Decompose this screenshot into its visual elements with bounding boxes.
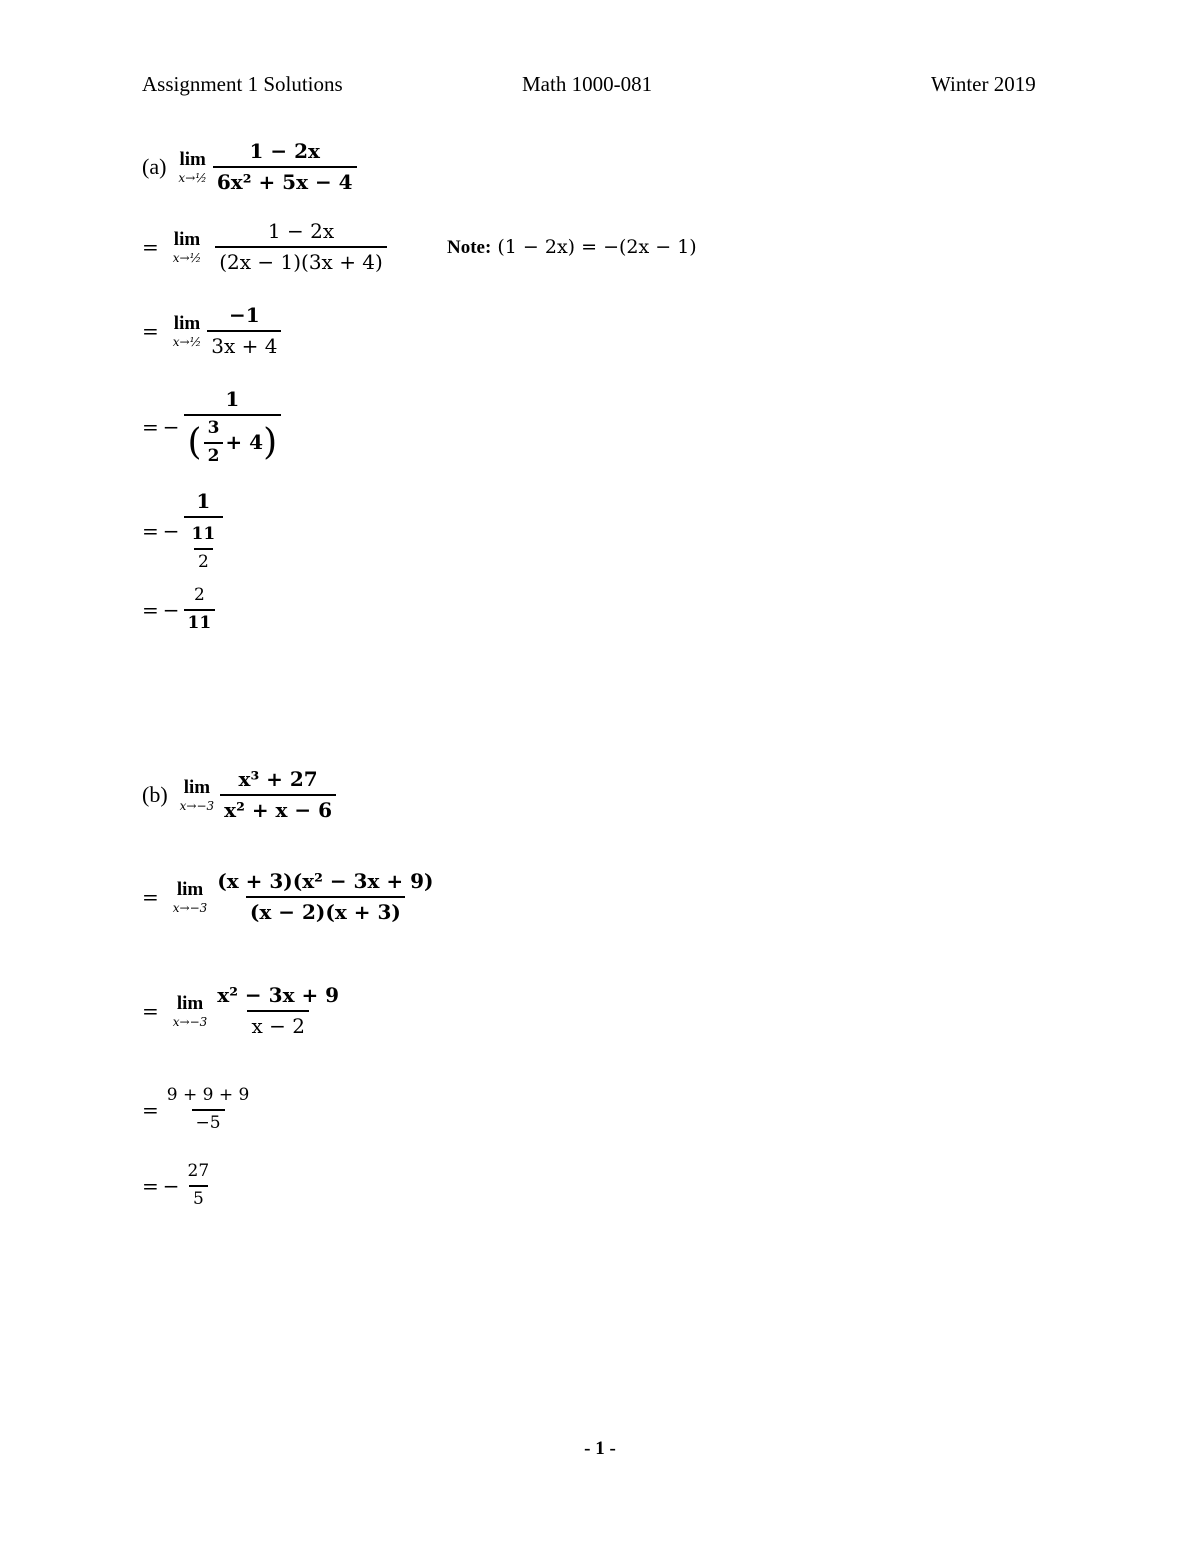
header-right: Winter 2019 [931,72,1036,96]
limit-operator: lim x→−3 [179,777,215,813]
fraction: $\frac{1 - 2x}{(2x - 1)(3x + 4)}$ [215,220,387,274]
header-left: Assignment 1 Solutions [142,72,343,96]
part-b-step-cancel: = lim x→−3 $\frac{\text{x² − 3x + 9}}{x - 2}$ [142,984,343,1038]
part-a-label: (a) [142,154,167,179]
part-b-step-factor: = lim x→−3 $\frac{\text{(x + 3)(x² − 3x + 9)}}{(x - 2)(x + 3)}$ [142,870,437,924]
part-a-step-substitute: = − 1 ( $\frac{3}{2}$ + 4 ) [142,388,281,466]
limit-operator: lim x→½ [172,313,202,349]
note: Note: (1 − 2x) = −(2x − 1) [447,236,697,258]
limit-operator: lim x→−3 [172,879,208,915]
fraction: 1 ( $\frac{3}{2}$ + 4 ) [184,388,282,466]
part-b-step-substitute: = $\frac{9 + 9 + 9}{-5}$ [142,1086,253,1133]
header-center: Math 1000-081 [522,72,653,96]
limit-operator: lim x→−3 [172,993,208,1029]
part-a-step-cancel: = lim x→½ $\frac{-1}{3x + 4}$ [142,304,281,358]
fraction: $\frac{1 - 2x}{\text{6x² + 5x − 4}}$ [213,140,357,194]
part-b-label: (b) [142,782,168,807]
part-a-problem [142,140,357,194]
fraction: $\frac{27}{5}$ [187,1161,210,1209]
fraction: $\frac{\text{(x + 3)(x² − 3x + 9)}}{(x - 2)(x + 3)}$ [217,869,434,924]
fraction: $\frac{2}{11}$ [184,586,216,633]
limit-operator: lim x→½ [172,229,202,265]
fraction: $\frac{-1}{3x + 4}$ [207,304,281,358]
fraction: $\frac{1}{\frac{11}{2}}$ [184,490,224,572]
page-number: - 1 - [584,1438,616,1459]
fraction: $\frac{\text{x³ + 27}}{\text{x² + x − 6}}$ [220,768,336,822]
part-a-step-simplify: = − $\frac{1}{\frac{11}{2}}$ [142,490,223,572]
fraction: $\frac{9 + 9 + 9}{-5}$ [166,1085,250,1133]
part-b-problem [142,768,336,822]
part-a-answer: = − $\frac{2}{11}$ [142,586,215,633]
part-a-step-factor: = lim x→½ $\frac{1 - 2x}{(2x - 1)(3x + 4)}$ [142,220,387,274]
fraction: $\frac{\text{x² − 3x + 9}}{x - 2}$ [217,983,340,1038]
limit-operator: lim x→½ [178,149,207,185]
part-b-answer: = − $\frac{27}{5}$ [142,1162,213,1209]
